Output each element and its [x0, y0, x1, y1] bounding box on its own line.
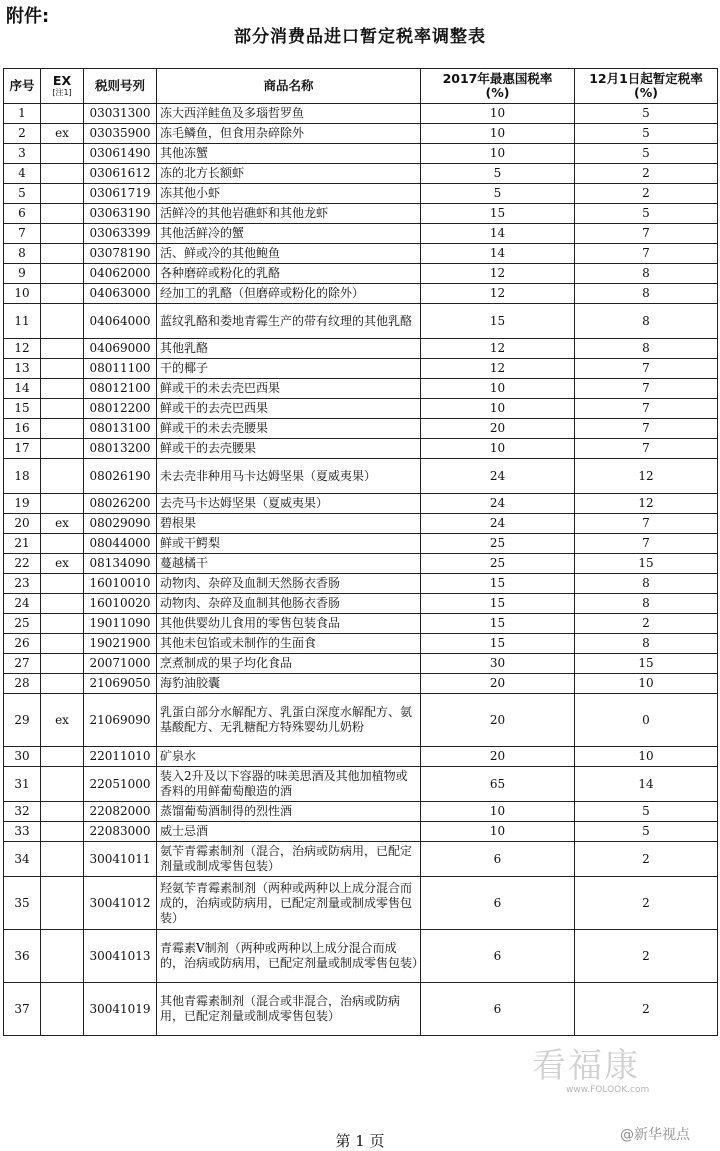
cell-rate-2017: 10 [421, 439, 575, 459]
cell-seq: 21 [4, 534, 41, 554]
cell-name: 羟氨苄青霉素制剂（两种或两种以上成分混合而成的，治病或防病用，已配定剂量或制成零售包装） [157, 877, 421, 930]
cell-ex [41, 594, 84, 614]
header-rate-new [575, 69, 718, 104]
table-row [4, 694, 718, 747]
cell-ex [41, 439, 84, 459]
cell-name: 冻大西洋鲑鱼及多瑙哲罗鱼 [157, 104, 421, 124]
cell-name: 其他未包馅或未制作的生面食 [157, 634, 421, 654]
cell-name: 蒸馏葡萄酒制得的烈性酒 [157, 802, 421, 822]
cell-name: 碧根果 [157, 514, 421, 534]
table-row [4, 164, 718, 184]
cell-code: 03078190 [84, 244, 157, 264]
cell-rate-new: 8 [575, 284, 718, 304]
header-rate-new-unit: (%) [634, 85, 658, 100]
cell-ex [41, 654, 84, 674]
cell-rate-2017: 15 [421, 574, 575, 594]
cell-rate-2017: 20 [421, 694, 575, 747]
cell-rate-new: 8 [575, 304, 718, 339]
cell-code: 03061612 [84, 164, 157, 184]
cell-rate-2017: 14 [421, 224, 575, 244]
cell-rate-2017: 24 [421, 459, 575, 494]
cell-seq: 37 [4, 983, 41, 1036]
cell-name: 烹煮制成的果子均化食品 [157, 654, 421, 674]
table-row [4, 654, 718, 674]
cell-rate-new: 8 [575, 594, 718, 614]
cell-rate-new: 7 [575, 419, 718, 439]
cell-code: 08044000 [84, 534, 157, 554]
table-row [4, 514, 718, 534]
header-rate-new-label: 12月1日起暂定税率 [589, 71, 703, 86]
cell-rate-2017: 15 [421, 594, 575, 614]
cell-rate-new: 7 [575, 439, 718, 459]
cell-rate-new: 15 [575, 554, 718, 574]
cell-rate-2017: 15 [421, 634, 575, 654]
cell-rate-new: 12 [575, 459, 718, 494]
cell-code: 04069000 [84, 339, 157, 359]
cell-name: 其他青霉素制剂（混合或非混合，治病或防病用，已配定剂量或制成零售包装） [157, 983, 421, 1036]
table-row [4, 399, 718, 419]
cell-seq: 13 [4, 359, 41, 379]
cell-rate-new: 8 [575, 634, 718, 654]
cell-rate-2017: 5 [421, 164, 575, 184]
cell-seq: 31 [4, 767, 41, 802]
cell-code: 08013100 [84, 419, 157, 439]
cell-rate-new: 7 [575, 379, 718, 399]
cell-ex: ex [41, 514, 84, 534]
cell-ex [41, 104, 84, 124]
table-row [4, 359, 718, 379]
cell-ex [41, 359, 84, 379]
cell-ex [41, 634, 84, 654]
cell-rate-new: 2 [575, 877, 718, 930]
cell-seq: 29 [4, 694, 41, 747]
header-seq: 序号 [4, 69, 41, 104]
cell-name: 氨苄青霉素制剂（混合，治病或防病用，已配定剂量或制成零售包装） [157, 842, 421, 877]
table-row [4, 124, 718, 144]
cell-code: 08134090 [84, 554, 157, 574]
cell-rate-new: 5 [575, 802, 718, 822]
cell-code: 16010010 [84, 574, 157, 594]
cell-code: 19011090 [84, 614, 157, 634]
cell-code: 22082000 [84, 802, 157, 822]
cell-name: 动物肉、杂碎及血制其他肠衣香肠 [157, 594, 421, 614]
cell-name: 其他供婴幼儿食用的零售包装食品 [157, 614, 421, 634]
cell-rate-2017: 12 [421, 359, 575, 379]
cell-code: 04063000 [84, 284, 157, 304]
cell-seq: 15 [4, 399, 41, 419]
cell-rate-new: 2 [575, 842, 718, 877]
cell-code: 21069090 [84, 694, 157, 747]
cell-rate-new: 7 [575, 534, 718, 554]
cell-rate-new: 0 [575, 694, 718, 747]
cell-ex [41, 494, 84, 514]
table-row [4, 494, 718, 514]
cell-name: 各种磨碎或粉化的乳酪 [157, 264, 421, 284]
cell-rate-2017: 20 [421, 674, 575, 694]
cell-rate-2017: 30 [421, 654, 575, 674]
table-row [4, 842, 718, 877]
cell-ex [41, 983, 84, 1036]
cell-rate-new: 7 [575, 399, 718, 419]
cell-ex [41, 379, 84, 399]
table-row [4, 822, 718, 842]
cell-seq: 25 [4, 614, 41, 634]
cell-seq: 3 [4, 144, 41, 164]
cell-rate-new: 2 [575, 930, 718, 983]
cell-seq: 28 [4, 674, 41, 694]
cell-name: 动物肉、杂碎及血制天然肠衣香肠 [157, 574, 421, 594]
cell-code: 22083000 [84, 822, 157, 842]
table-row [4, 224, 718, 244]
cell-code: 03063399 [84, 224, 157, 244]
cell-code: 08012100 [84, 379, 157, 399]
table-row [4, 747, 718, 767]
cell-code: 08011100 [84, 359, 157, 379]
cell-name: 活鲜冷的其他岩礁虾和其他龙虾 [157, 204, 421, 224]
cell-seq: 8 [4, 244, 41, 264]
cell-ex [41, 747, 84, 767]
cell-code: 03035900 [84, 124, 157, 144]
cell-rate-new: 12 [575, 494, 718, 514]
cell-rate-new: 8 [575, 339, 718, 359]
cell-name: 鲜或干的去壳巴西果 [157, 399, 421, 419]
header-rate-2017 [421, 69, 575, 104]
cell-name: 威士忌酒 [157, 822, 421, 842]
cell-rate-new: 10 [575, 674, 718, 694]
cell-name: 去壳马卡达姆坚果（夏威夷果） [157, 494, 421, 514]
cell-ex [41, 144, 84, 164]
cell-name: 其他活鲜冷的蟹 [157, 224, 421, 244]
cell-name: 未去壳非种用马卡达姆坚果（夏威夷果） [157, 459, 421, 494]
cell-seq: 17 [4, 439, 41, 459]
cell-ex [41, 802, 84, 822]
table-row [4, 104, 718, 124]
cell-ex [41, 614, 84, 634]
cell-ex [41, 264, 84, 284]
cell-rate-2017: 10 [421, 379, 575, 399]
cell-rate-new: 5 [575, 204, 718, 224]
cell-rate-2017: 12 [421, 264, 575, 284]
cell-code: 08026200 [84, 494, 157, 514]
cell-rate-2017: 25 [421, 534, 575, 554]
table-row [4, 767, 718, 802]
cell-code: 03061490 [84, 144, 157, 164]
cell-rate-new: 15 [575, 654, 718, 674]
header-ex-label: EX [52, 73, 72, 88]
cell-name: 经加工的乳酪（但磨碎或粉化的除外） [157, 284, 421, 304]
cell-rate-2017: 10 [421, 802, 575, 822]
cell-ex: ex [41, 694, 84, 747]
cell-ex [41, 399, 84, 419]
cell-seq: 30 [4, 747, 41, 767]
cell-code: 03031300 [84, 104, 157, 124]
table-row [4, 379, 718, 399]
cell-seq: 1 [4, 104, 41, 124]
cell-rate-new: 8 [575, 574, 718, 594]
table-row [4, 204, 718, 224]
cell-rate-2017: 6 [421, 983, 575, 1036]
table-row [4, 284, 718, 304]
cell-seq: 2 [4, 124, 41, 144]
cell-ex [41, 419, 84, 439]
cell-seq: 27 [4, 654, 41, 674]
cell-code: 08026190 [84, 459, 157, 494]
table-row [4, 304, 718, 339]
cell-name: 其他冻蟹 [157, 144, 421, 164]
cell-rate-2017: 20 [421, 747, 575, 767]
cell-seq: 14 [4, 379, 41, 399]
cell-name: 矿泉水 [157, 747, 421, 767]
cell-code: 22011010 [84, 747, 157, 767]
cell-rate-2017: 15 [421, 614, 575, 634]
cell-seq: 12 [4, 339, 41, 359]
cell-rate-2017: 10 [421, 399, 575, 419]
cell-ex [41, 304, 84, 339]
cell-rate-2017: 24 [421, 494, 575, 514]
cell-name: 蔓越橘干 [157, 554, 421, 574]
cell-seq: 16 [4, 419, 41, 439]
cell-rate-2017: 10 [421, 144, 575, 164]
cell-ex [41, 339, 84, 359]
cell-seq: 6 [4, 204, 41, 224]
cell-rate-2017: 15 [421, 204, 575, 224]
table-row [4, 459, 718, 494]
cell-name: 鲜或干鳄梨 [157, 534, 421, 554]
cell-ex [41, 164, 84, 184]
table-row [4, 244, 718, 264]
cell-name: 冻其他小虾 [157, 184, 421, 204]
table-row [4, 439, 718, 459]
page-title: 部分消费品进口暂定税率调整表 [234, 27, 486, 47]
cell-rate-2017: 6 [421, 877, 575, 930]
cell-code: 03063190 [84, 204, 157, 224]
header-ex [41, 69, 84, 104]
cell-code: 22051000 [84, 767, 157, 802]
cell-ex [41, 284, 84, 304]
cell-seq: 34 [4, 842, 41, 877]
cell-name: 鲜或干的去壳腰果 [157, 439, 421, 459]
cell-seq: 26 [4, 634, 41, 654]
page-number: 第 1 页 [335, 1132, 385, 1150]
cell-seq: 19 [4, 494, 41, 514]
cell-ex: ex [41, 124, 84, 144]
cell-name: 鲜或干的未去壳巴西果 [157, 379, 421, 399]
cell-rate-2017: 6 [421, 930, 575, 983]
cell-name: 海豹油胶囊 [157, 674, 421, 694]
cell-code: 04062000 [84, 264, 157, 284]
cell-rate-new: 8 [575, 264, 718, 284]
watermark-url: www.FOLOOK.com [566, 1085, 650, 1095]
cell-rate-2017: 65 [421, 767, 575, 802]
cell-code: 30041013 [84, 930, 157, 983]
cell-seq: 10 [4, 284, 41, 304]
cell-seq: 11 [4, 304, 41, 339]
cell-ex [41, 822, 84, 842]
cell-ex [41, 930, 84, 983]
cell-code: 08012200 [84, 399, 157, 419]
cell-name: 蓝纹乳酪和娄地青霉生产的带有纹理的其他乳酪 [157, 304, 421, 339]
cell-code: 03061719 [84, 184, 157, 204]
cell-seq: 36 [4, 930, 41, 983]
cell-rate-2017: 6 [421, 842, 575, 877]
header-rate-2017-label: 2017年最惠国税率 [442, 71, 553, 86]
cell-rate-2017: 24 [421, 514, 575, 534]
cell-rate-new: 10 [575, 747, 718, 767]
table-row [4, 534, 718, 554]
cell-code: 16010020 [84, 594, 157, 614]
cell-seq: 22 [4, 554, 41, 574]
cell-seq: 33 [4, 822, 41, 842]
cell-name: 干的椰子 [157, 359, 421, 379]
cell-seq: 24 [4, 594, 41, 614]
cell-seq: 18 [4, 459, 41, 494]
cell-rate-new: 2 [575, 164, 718, 184]
header-code: 税则号列 [84, 69, 157, 104]
cell-rate-new: 5 [575, 144, 718, 164]
table-row [4, 264, 718, 284]
table-row [4, 594, 718, 614]
cell-seq: 23 [4, 574, 41, 594]
cell-ex: ex [41, 554, 84, 574]
cell-ex [41, 224, 84, 244]
cell-ex [41, 767, 84, 802]
cell-rate-2017: 12 [421, 339, 575, 359]
cell-name: 青霉素V制剂（两种或两种以上成分混合而成的，治病或防病用，已配定剂量或制成零售包装） [157, 930, 421, 983]
cell-rate-new: 7 [575, 359, 718, 379]
attachment-label: 附件: [6, 6, 50, 27]
cell-seq: 32 [4, 802, 41, 822]
tariff-table [3, 68, 718, 1036]
cell-name: 鲜或干的未去壳腰果 [157, 419, 421, 439]
cell-name: 装入2升及以下容器的味美思酒及其他加植物或香料的用鲜葡萄酿造的酒 [157, 767, 421, 802]
cell-code: 19021900 [84, 634, 157, 654]
header-name: 商品名称 [157, 69, 421, 104]
cell-ex [41, 534, 84, 554]
cell-rate-2017: 25 [421, 554, 575, 574]
cell-rate-2017: 12 [421, 284, 575, 304]
table-row [4, 574, 718, 594]
cell-code: 20071000 [84, 654, 157, 674]
header-ex-note: [注1] [52, 88, 72, 97]
table-row [4, 144, 718, 164]
cell-seq: 4 [4, 164, 41, 184]
cell-rate-new: 7 [575, 514, 718, 534]
cell-rate-new: 14 [575, 767, 718, 802]
table-row [4, 634, 718, 654]
cell-code: 08013200 [84, 439, 157, 459]
cell-ex [41, 244, 84, 264]
cell-rate-2017: 10 [421, 822, 575, 842]
cell-name: 冻的北方长额虾 [157, 164, 421, 184]
cell-rate-2017: 15 [421, 304, 575, 339]
table-row [4, 419, 718, 439]
table-row [4, 983, 718, 1036]
cell-ex [41, 204, 84, 224]
table-row [4, 802, 718, 822]
table-row [4, 877, 718, 930]
watermark-logo: 看福康 [532, 1046, 640, 1086]
table-row [4, 184, 718, 204]
cell-rate-2017: 10 [421, 124, 575, 144]
cell-seq: 35 [4, 877, 41, 930]
cell-rate-2017: 20 [421, 419, 575, 439]
cell-name: 其他乳酪 [157, 339, 421, 359]
cell-name: 活、鲜或冷的其他鲍鱼 [157, 244, 421, 264]
cell-rate-new: 5 [575, 822, 718, 842]
header-rate-2017-unit: (%) [485, 85, 510, 100]
table-row [4, 614, 718, 634]
cell-seq: 9 [4, 264, 41, 284]
cell-code: 30041012 [84, 877, 157, 930]
table-row [4, 339, 718, 359]
cell-rate-new: 2 [575, 184, 718, 204]
cell-code: 30041011 [84, 842, 157, 877]
cell-seq: 5 [4, 184, 41, 204]
cell-ex [41, 674, 84, 694]
table-row [4, 930, 718, 983]
cell-code: 08029090 [84, 514, 157, 534]
cell-rate-new: 5 [575, 124, 718, 144]
cell-ex [41, 574, 84, 594]
cell-ex [41, 842, 84, 877]
cell-name: 乳蛋白部分水解配方、乳蛋白深度水解配方、氨基酸配方、无乳糖配方特殊婴幼儿奶粉 [157, 694, 421, 747]
cell-ex [41, 184, 84, 204]
cell-rate-new: 7 [575, 224, 718, 244]
cell-code: 04064000 [84, 304, 157, 339]
cell-rate-new: 2 [575, 614, 718, 634]
cell-rate-new: 2 [575, 983, 718, 1036]
cell-seq: 7 [4, 224, 41, 244]
cell-code: 30041019 [84, 983, 157, 1036]
cell-ex [41, 877, 84, 930]
cell-ex [41, 459, 84, 494]
cell-rate-2017: 14 [421, 244, 575, 264]
table-row [4, 554, 718, 574]
cell-rate-new: 5 [575, 104, 718, 124]
cell-rate-2017: 10 [421, 104, 575, 124]
cell-rate-2017: 5 [421, 184, 575, 204]
table-header-row [4, 69, 718, 104]
cell-code: 21069050 [84, 674, 157, 694]
cell-rate-new: 7 [575, 244, 718, 264]
cell-seq: 20 [4, 514, 41, 534]
watermark-weibo: @新华视点 [620, 1127, 690, 1143]
table-row [4, 674, 718, 694]
cell-name: 冻毛鳞鱼，但食用杂碎除外 [157, 124, 421, 144]
